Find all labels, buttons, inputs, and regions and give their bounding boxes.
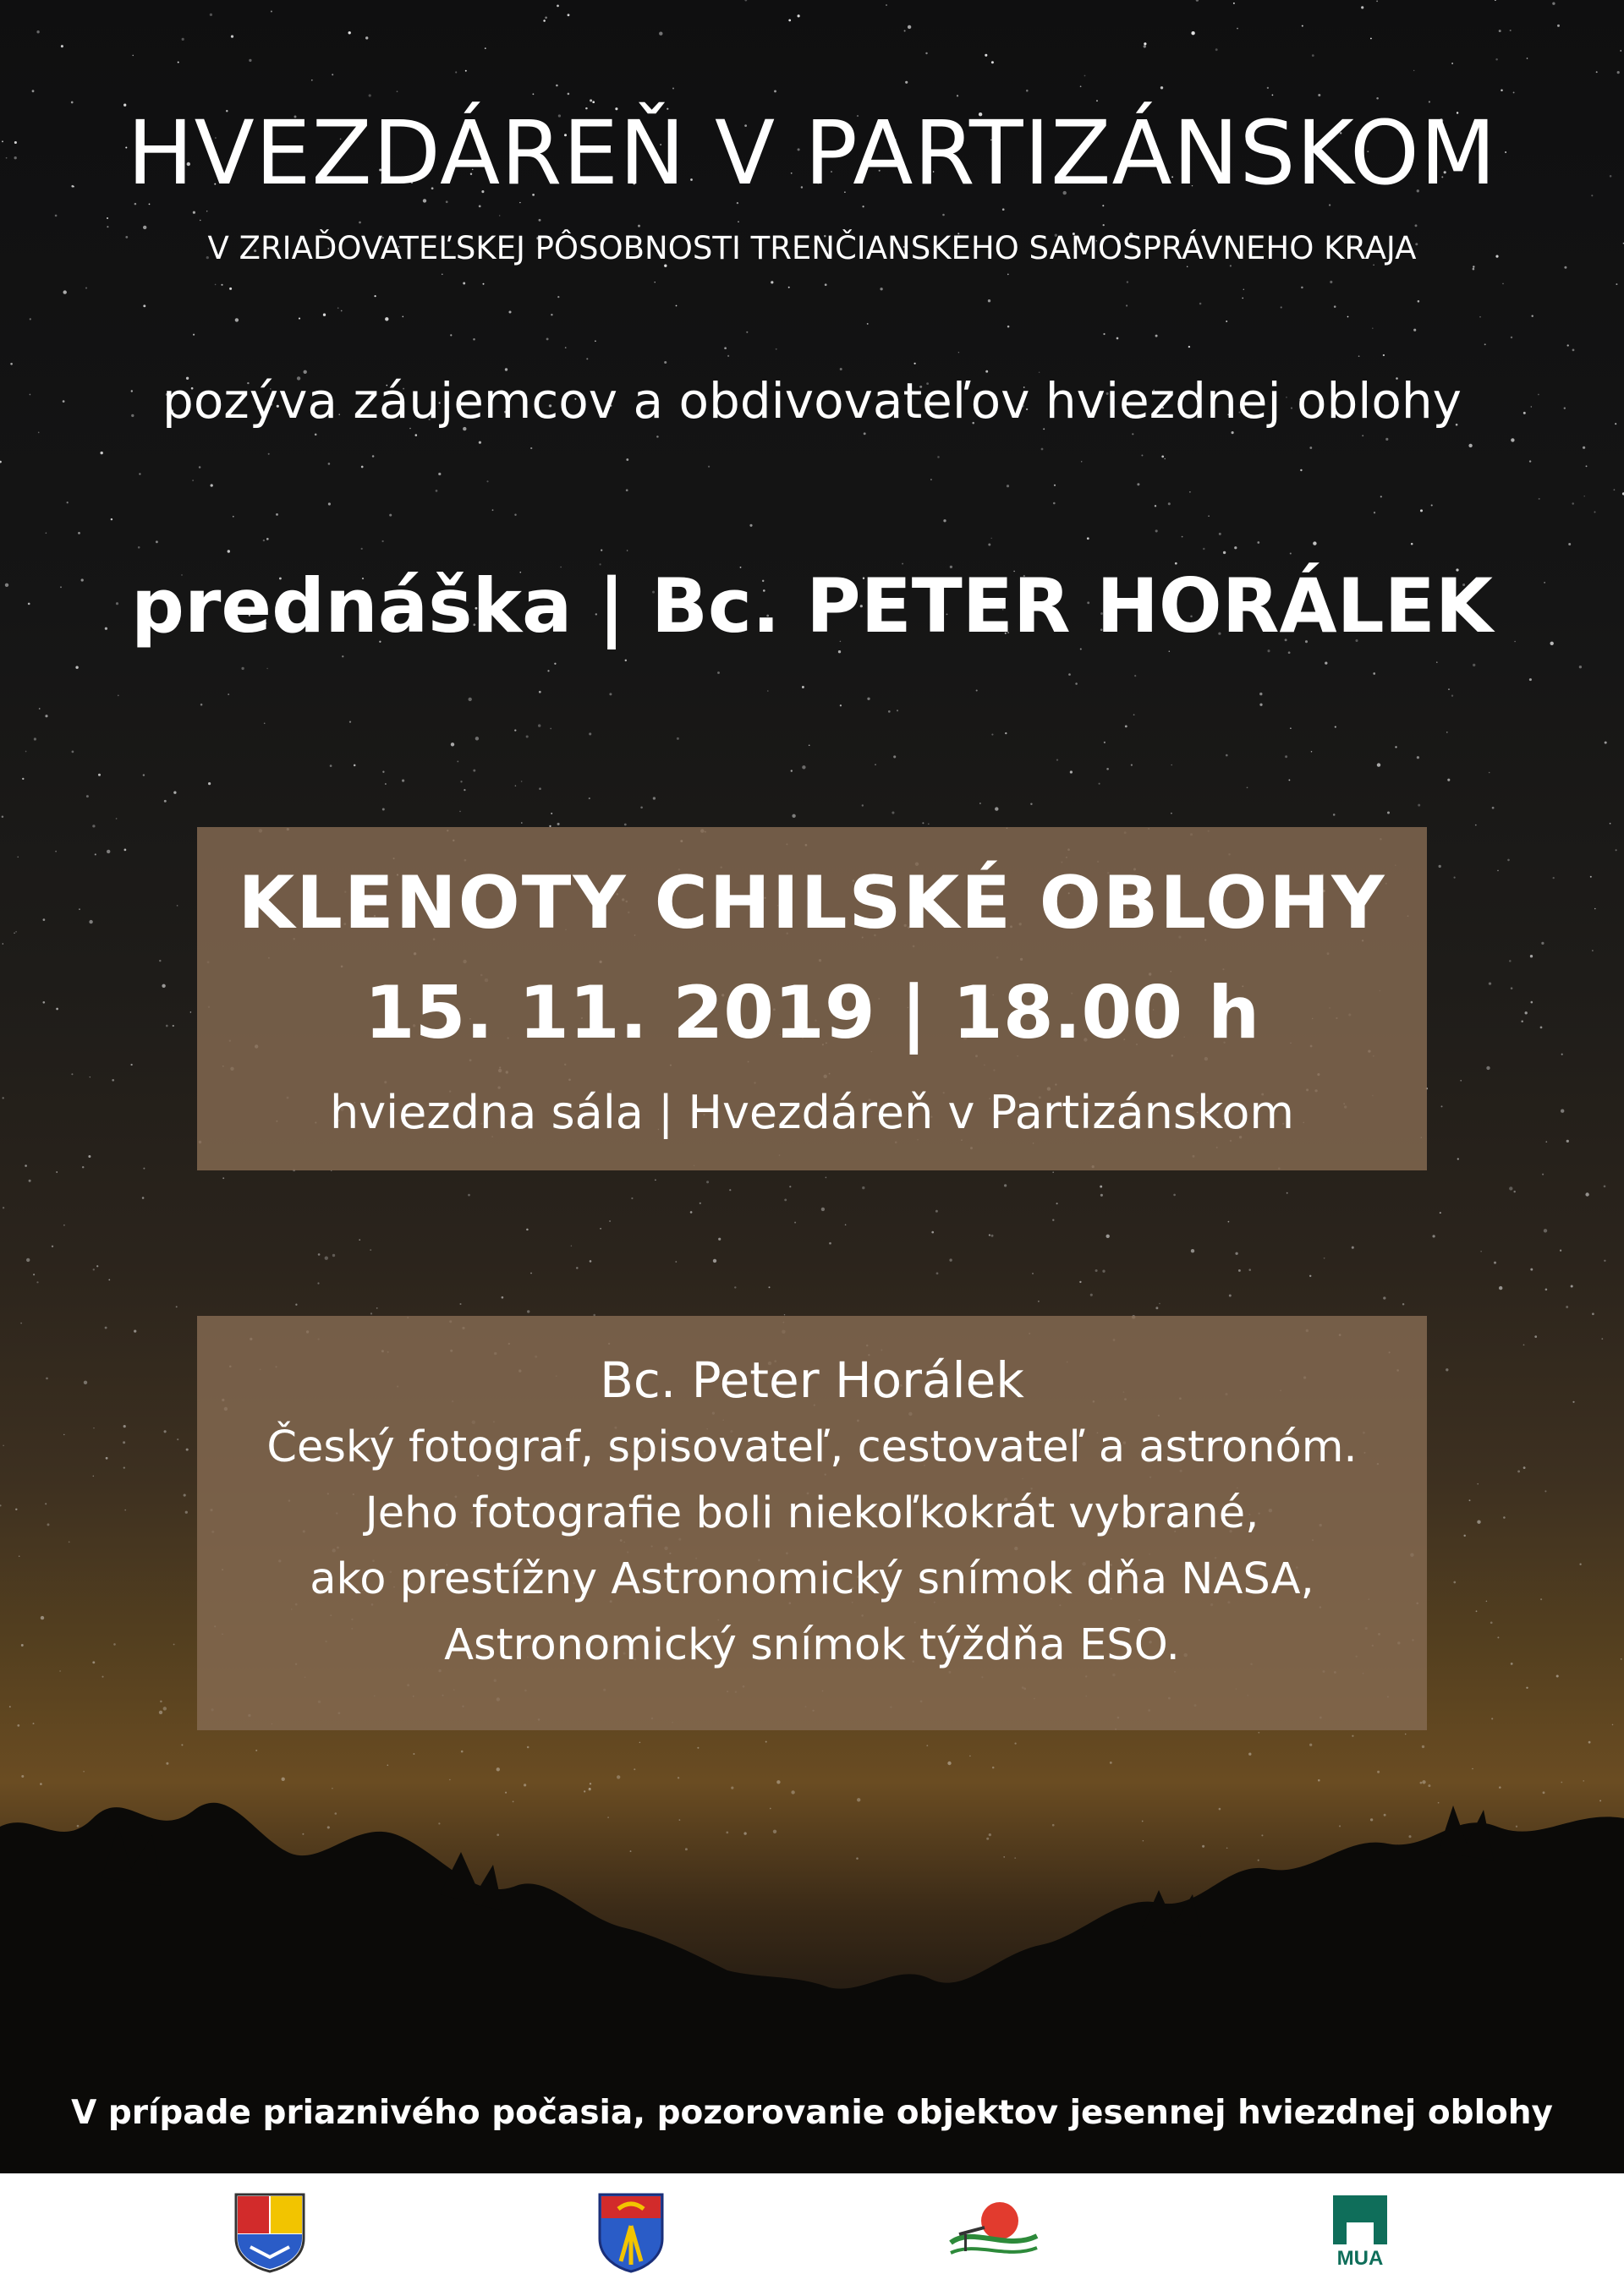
observatory-logo-icon [947,2192,1040,2270]
coat-of-arms-icon [233,2192,306,2273]
invitation-text: pozýva záujemcov a obdivovateľov hviezdnej oblohy [162,372,1462,430]
observatory-title: HVEZDÁREŇ V PARTIZÁNSKOM [127,101,1497,205]
event-title: KLENOTY CHILSKÉ OBLOHY [238,861,1386,945]
speaker-bio-box [197,1316,1427,1730]
organizer-subtitle: V ZRIAĎOVATEĽSKEJ PÔSOBNOSTI TRENČIANSKEHO SAMOSPRÁVNEHO KRAJA [207,230,1417,266]
event-info-box [197,827,1427,1170]
bio-line: Jeho fotografie boli niekoľkokrát vybrané, [365,1488,1259,1538]
mua-logo-icon [1328,2192,1392,2277]
svg-text:MUA: MUA [1336,2247,1384,2270]
weather-observation-note: V prípade priaznivého počasia, pozorovanie objektov jesennej hviezdnej oblohy [71,2094,1553,2132]
bio-line: Český fotograf, spisovateľ, cestovateľ a astronóm. [266,1422,1358,1472]
event-datetime: 15. 11. 2019 | 18.00 h [364,971,1260,1055]
sponsor-logo-strip [0,2173,1624,2296]
lecture-speaker: prednáška | Bc. PETER HORÁLEK [131,562,1493,649]
event-place: hviezdna sála | Hvezdáreň v Partizánskom [330,1086,1294,1139]
bio-line: ako prestížny Astronomický snímok dňa NASA, [310,1554,1314,1604]
speaker-name: Bc. Peter Horálek [600,1351,1024,1409]
bio-line: Astronomický snímok týždňa ESO. [444,1620,1180,1670]
town-crest-icon [597,2192,665,2273]
